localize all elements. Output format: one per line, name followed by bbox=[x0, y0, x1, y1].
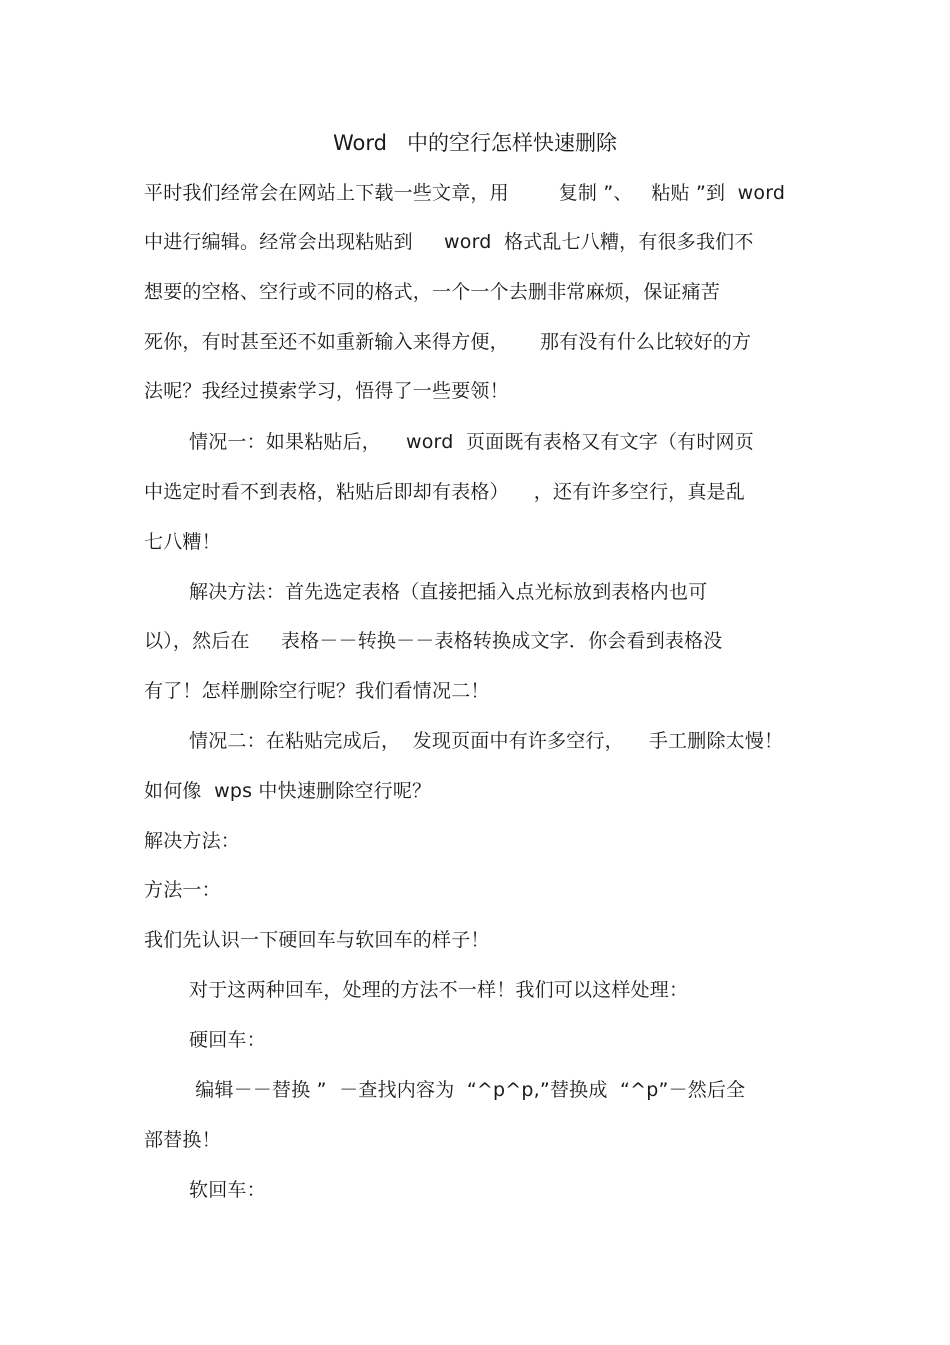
paragraph-line: 以），然后在 表格－－转换－－表格转换成文字．你会看到表格没 bbox=[144, 630, 723, 652]
paragraph-line: 方法一： bbox=[144, 879, 221, 901]
paragraph-line: 法呢？我经过摸索学习，悟得了一些要领！ bbox=[144, 380, 509, 402]
paragraph-line: 想要的空格、空行或不同的格式，一个一个去删非常麻烦，保证痛苦 bbox=[144, 281, 721, 303]
paragraph-line: 情况二：在粘贴完成后， 发现页面中有许多空行， 手工删除太慢！ bbox=[189, 730, 784, 752]
paragraph-line: 解决方法： bbox=[144, 830, 241, 852]
paragraph-line: 中进行编辑。经常会出现粘贴到 word 格式乱七八糟，有很多我们不 bbox=[144, 231, 754, 253]
paragraph-line: 中选定时看不到表格，粘贴后即却有表格） ，还有许多空行，真是乱 bbox=[144, 481, 745, 503]
paragraph-line: 部替换！ bbox=[144, 1129, 221, 1151]
paragraph-line: 有了！怎样删除空行呢？我们看情况二！ bbox=[144, 680, 490, 702]
paragraph-line: 七八糟！ bbox=[144, 531, 221, 553]
paragraph-line: 我们先认识一下硬回车与软回车的样子！ bbox=[144, 929, 490, 951]
paragraph-line: 硬回车： bbox=[189, 1029, 266, 1051]
paragraph-line: 编辑－－替换 ” －查找内容为 “^p^p,”替换成 “^p”－然后全 bbox=[189, 1079, 746, 1101]
document-title: Word 中的空行怎样快速删除 bbox=[332, 131, 617, 155]
paragraph-line: 死你，有时甚至还不如重新输入来得方便， 那有没有什么比较好的方 bbox=[144, 331, 752, 353]
paragraph-line: 对于这两种回车，处理的方法不一样！我们可以这样处理： bbox=[189, 979, 689, 1001]
paragraph-line: 平时我们经常会在网站上下载一些文章，用 复制 ”、 粘贴 ”到 word bbox=[144, 182, 786, 204]
paragraph-line: 解决方法：首先选定表格（直接把插入点光标放到表格内也可 bbox=[189, 581, 708, 603]
paragraph-line: 情况一：如果粘贴后， word 页面既有表格又有文字（有时网页 bbox=[189, 431, 754, 453]
paragraph-line: 软回车： bbox=[189, 1179, 266, 1201]
paragraph-line: 如何像 wps 中快速删除空行呢？ bbox=[144, 780, 432, 802]
